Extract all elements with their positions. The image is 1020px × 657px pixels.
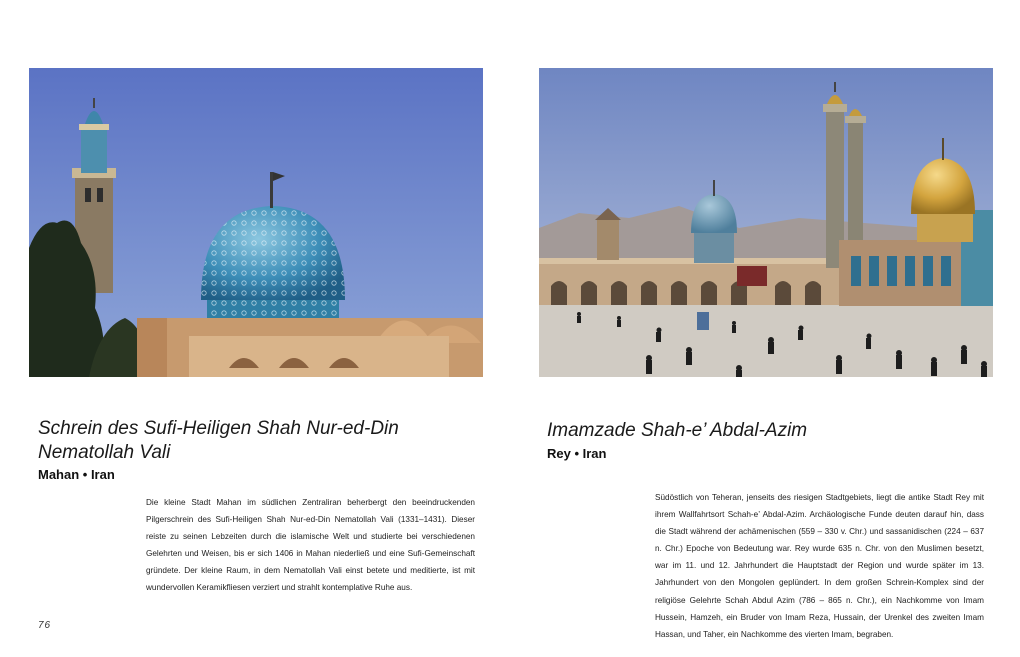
caption-location-right: Rey • Iran [547,446,607,461]
photo-rey-shrine [539,68,993,377]
caption-title-right: Imamzade Shah-e’ Abdal-Azim [547,420,808,441]
page-number: 76 [38,620,52,631]
caption-location-left: Mahan • Iran [38,467,115,482]
caption-title-left: Schrein des Sufi-Heiligen Shah Nur-ed-Din Nematollah Vali [38,418,399,463]
photo-mahan-shrine [29,68,483,377]
caption-body-left: Die kleine Stadt Mahan im südlichen Zentraliran beherbergt den beeindruckenden Pilgerschrein des Sufi-Heiligen Shah Nur-ed-Din Nematollah Vali (1331–1431). Dieser reiste zu seinen Lebzeiten durch die islamische Welt und studierte bei verschiedenen Gelehrten und Weisen, bis er sich 1406 in Mahan niederließ und eine Sufi-Gemeinschaft gründete. Der kleine Raum, in dem Nematollah Vali einst betete und meditierte, ist mit wundervollen Keramikfliesen verziert und strahlt kontemplative Ruhe aus. [146,498,475,593]
caption-body-right: Südöstlich von Teheran, jenseits des riesigen Stadtgebiets, liegt die antike Stadt Rey mit ihrem Wallfahrtsort Schah-e’ Abdal-Azim. Archäologische Funde deuten darauf hin, dass die Stadt während der achämenischen (559 – 330 v. Chr.) und sassanidischen (224 – 637 n. Chr.) Epoche von Bedeutung war. Rey wurde 635 n. Chr. von den Muslimen besetzt, war im 11. und 12. Jahrhundert die Hauptstadt der Region und wurde später im 13. Jahrhundert von den Mongolen geplündert. In dem großen Schrein-Komplex sind der religiöse Gelehrte Schah Abdul Azim (786 – 865 n. Chr.), ein Nachkomme von Imam Hussein, Hamzeh, ein Bruder von Imam Reza, Hussain, der Urenkel des zweiten Imam Hassan, und Taher, ein Nachkomme des vierten Imam, begraben. [655,493,984,639]
